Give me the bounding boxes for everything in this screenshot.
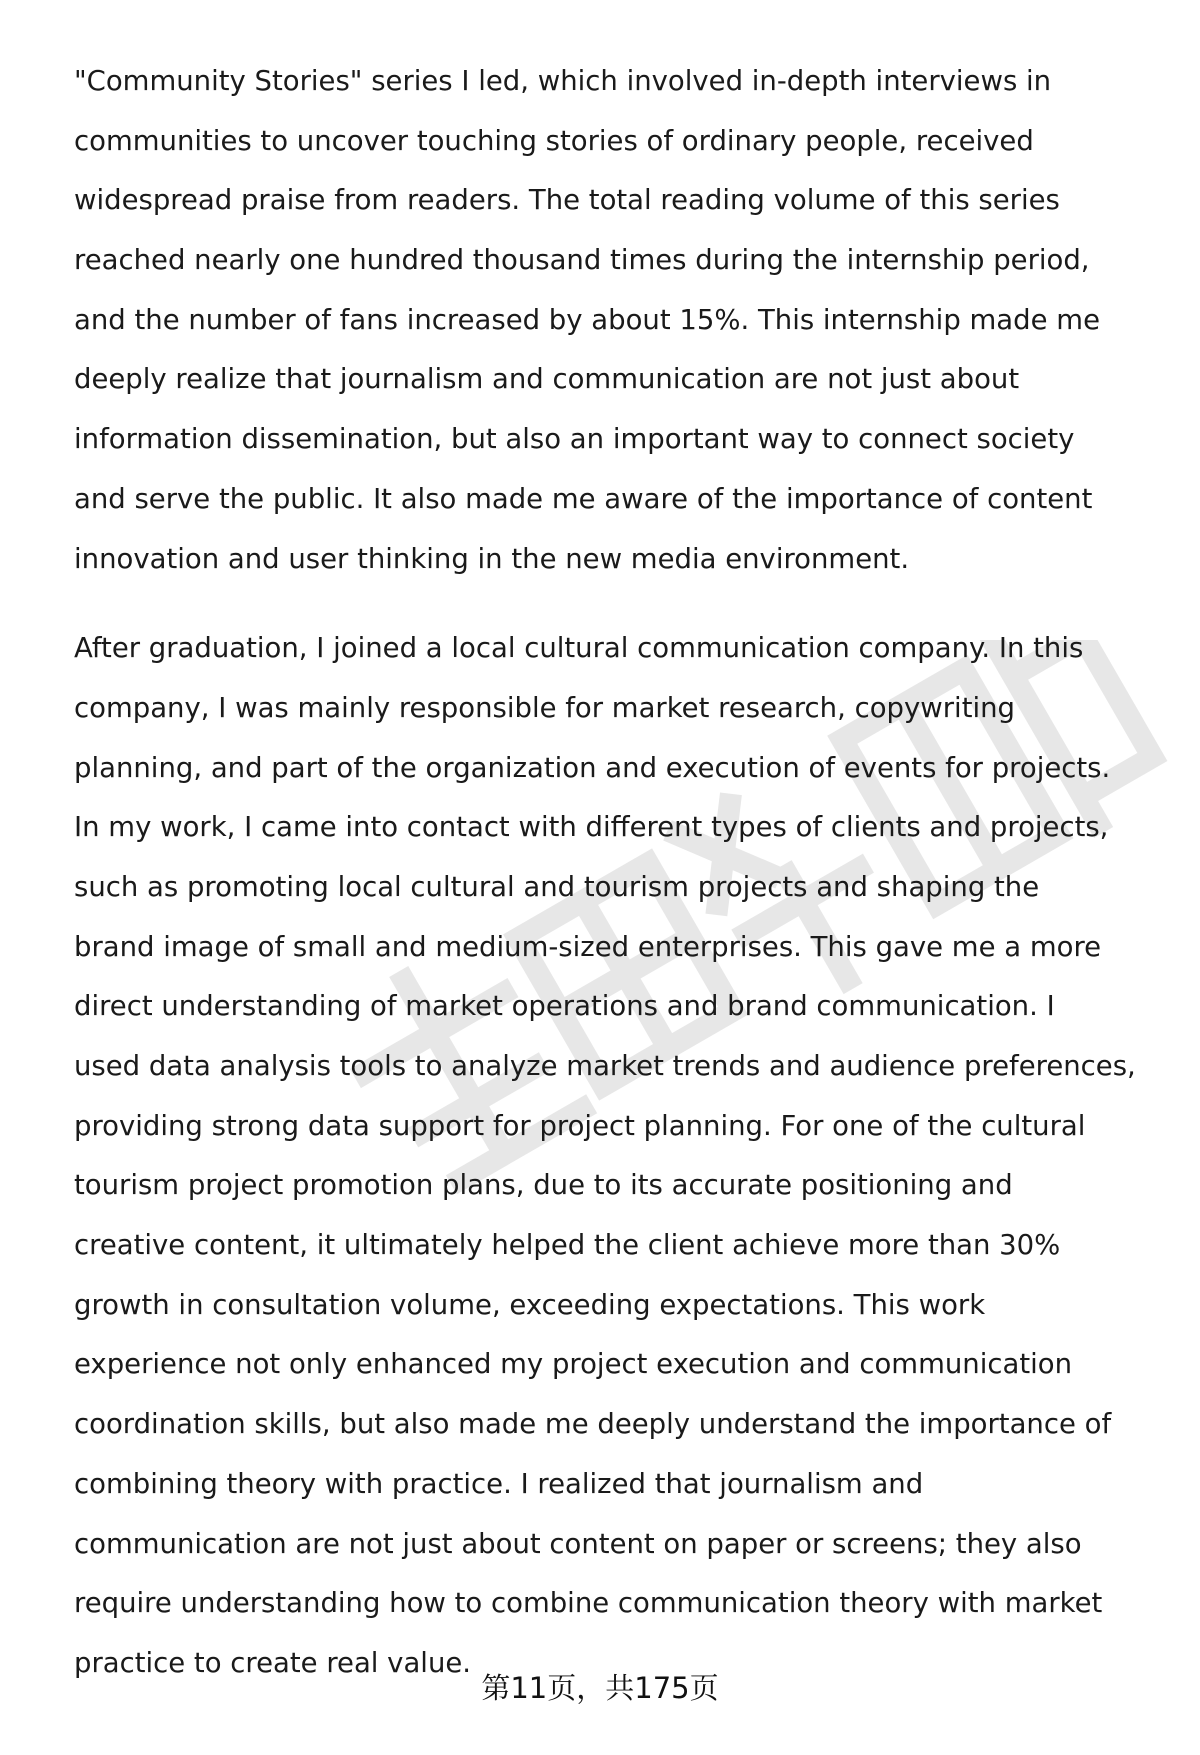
page-number-footer: 第11页，共175页 (481, 1671, 719, 1705)
text-line: such as promoting local cultural and tourism projects and shaping the (74, 870, 1040, 903)
text-line: practice to create real value. (74, 1646, 472, 1679)
text-line: innovation and user thinking in the new media environment. (74, 542, 910, 575)
text-line: deeply realize that journalism and communication are not just about (74, 363, 1020, 396)
text-line: and serve the public. It also made me aware of the importance of content (74, 482, 1093, 515)
text-line: brand image of small and medium-sized enterprises. This gave me a more (74, 930, 1102, 963)
text-line: In my work, I came into contact with different types of clients and projects, (74, 811, 1109, 844)
text-line: reached nearly one hundred thousand times during the internship period, (74, 244, 1090, 277)
text-line: and the number of fans increased by about 15%. This internship made me (74, 303, 1100, 336)
text-line: planning, and part of the organization and execution of events for projects. (74, 751, 1111, 784)
text-line: require understanding how to combine communication theory with market (74, 1587, 1103, 1620)
text-line: company, I was mainly responsible for market research, copywriting (74, 691, 1016, 724)
body-text (74, 52, 1174, 1694)
text-line: direct understanding of market operations and brand communication. I (74, 990, 1055, 1023)
text-line: After graduation, I joined a local cultural communication company. In this (74, 632, 1084, 665)
text-line: coordination skills, but also made me deeply understand the importance of (74, 1408, 1112, 1441)
text-line: "Community Stories" series I led, which involved in-depth interviews in (74, 65, 1052, 97)
text-line: used data analysis tools to analyze market trends and audience preferences, (74, 1050, 1136, 1082)
text-line: combining theory with practice. I realized that journalism and (74, 1467, 924, 1500)
text-line: experience not only enhanced my project execution and communication (74, 1348, 1073, 1381)
paragraph-2 (74, 619, 1174, 1693)
text-line: tourism project promotion plans, due to its accurate positioning and (74, 1169, 1013, 1202)
text-line: information dissemination, but also an important way to connect society (74, 423, 1075, 456)
text-line: growth in consultation volume, exceeding expectations. This work (74, 1288, 986, 1321)
text-line: widespread praise from readers. The total reading volume of this series (74, 184, 1060, 217)
text-line: creative content, it ultimately helped the client achieve more than 30% (74, 1229, 1061, 1262)
text-line: communities to uncover touching stories of ordinary people, received (74, 124, 1034, 157)
paragraph-1 (74, 52, 1174, 589)
text-line: communication are not just about content on paper or screens; they also (74, 1527, 1082, 1560)
text-line: providing strong data support for project planning. For one of the cultural (74, 1109, 1086, 1142)
